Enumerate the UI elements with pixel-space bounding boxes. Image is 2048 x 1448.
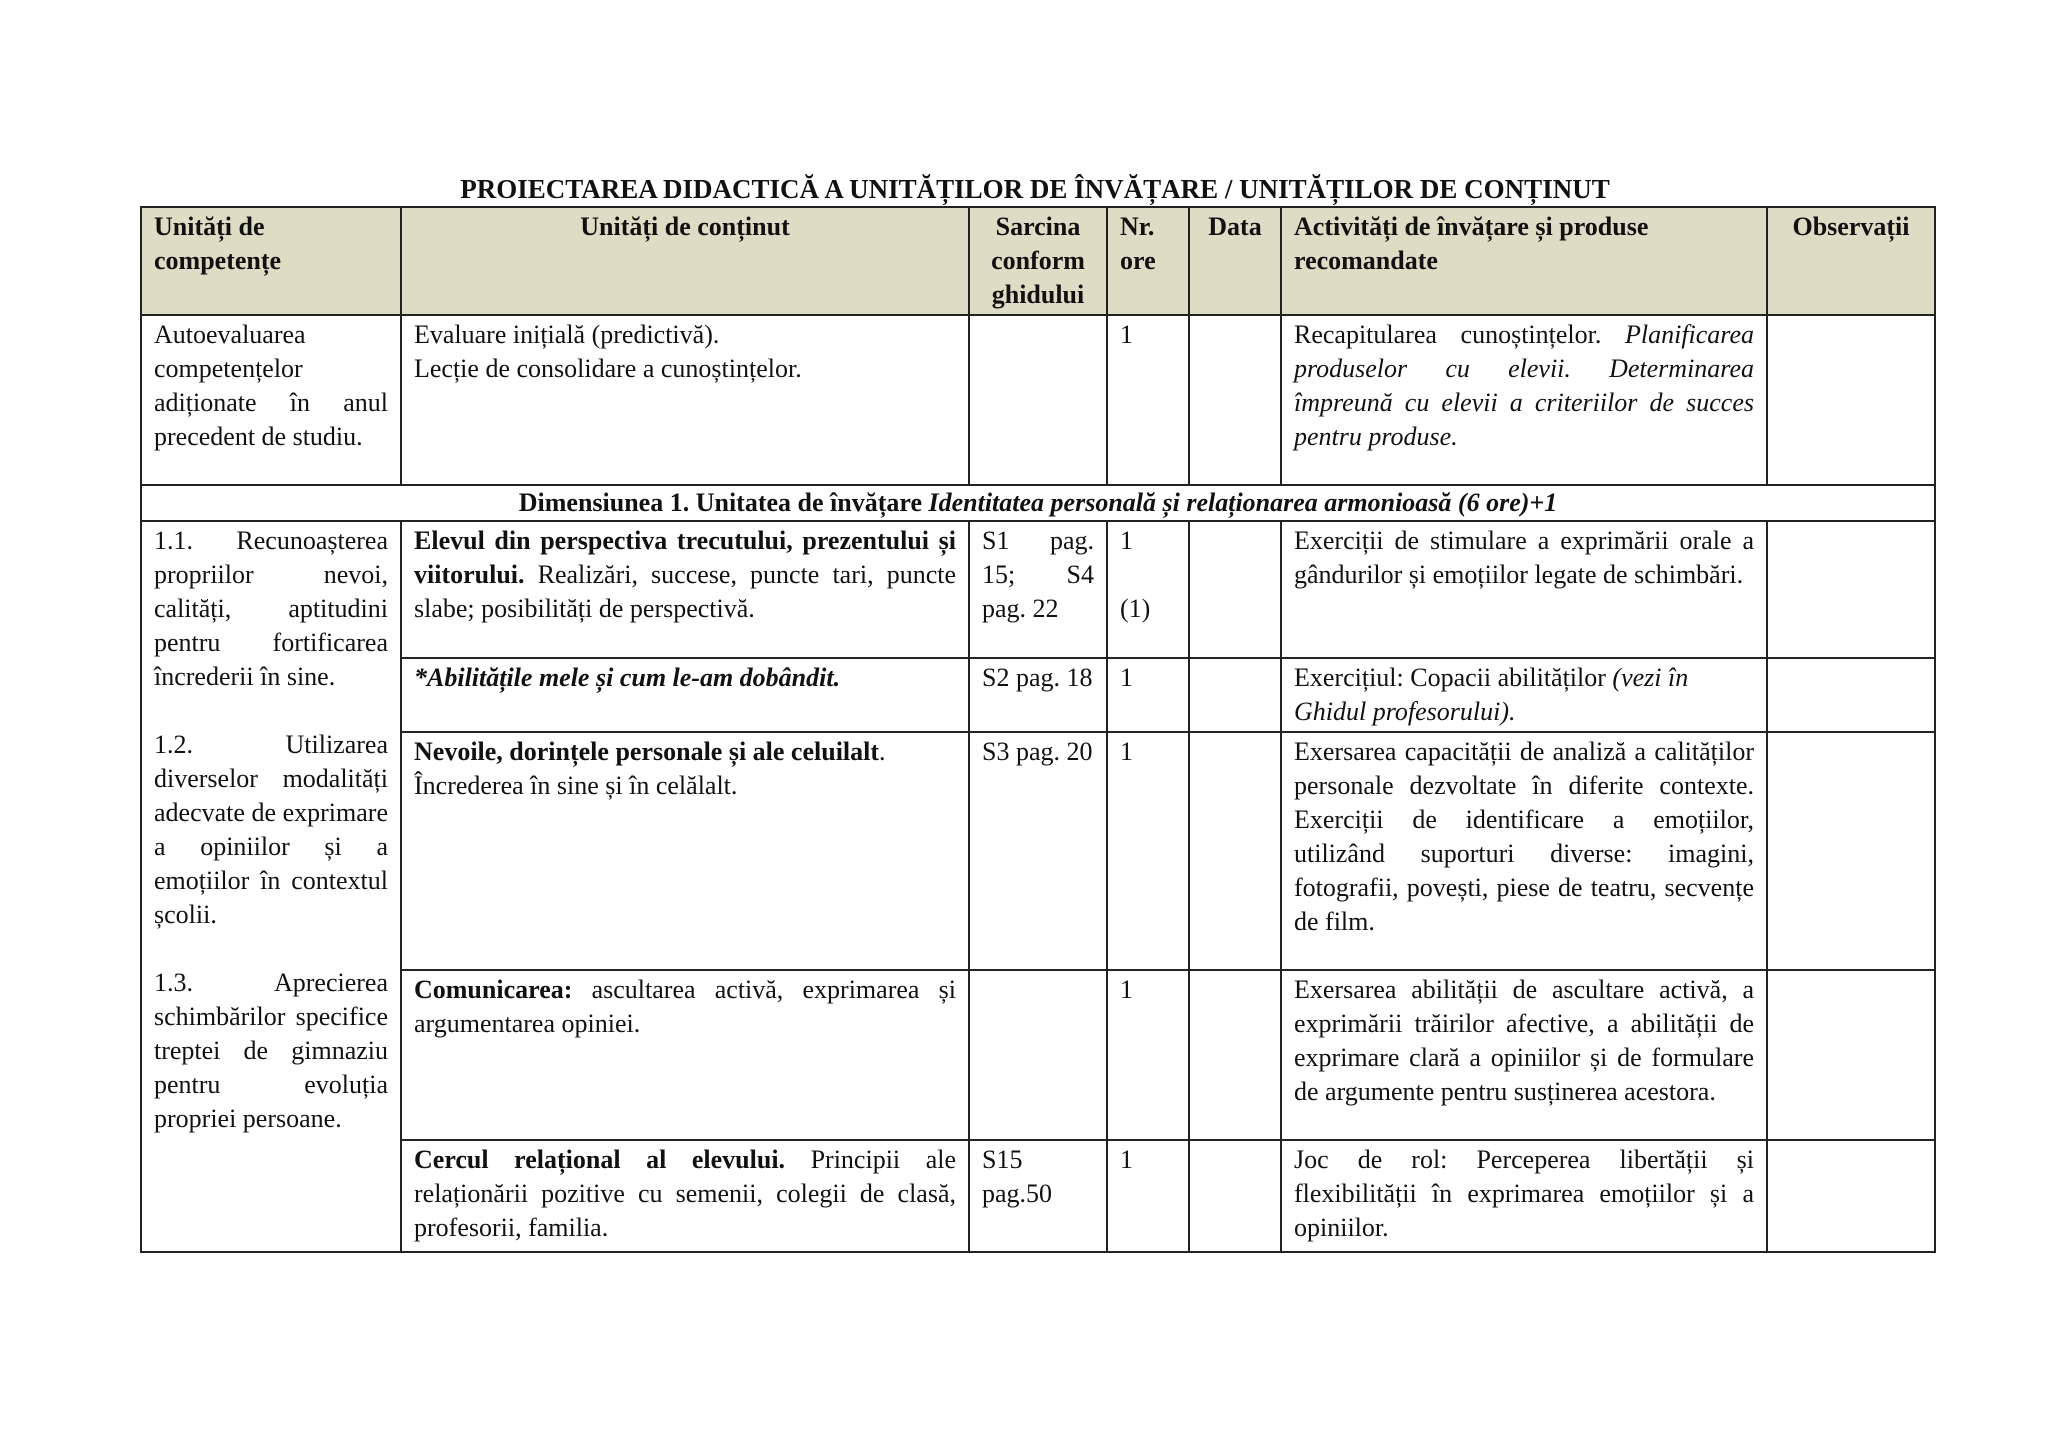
activitati-italic-text: Planificarea produselor cu elevii. Determinarea împreună cu elevii a criteriilor de succes pentru produse.: [1294, 320, 1754, 451]
nr-ore-value: 1: [1120, 526, 1133, 555]
continut-bold-text: Elevul din perspectiva trecutului, prezentului și viitorului.: [414, 526, 956, 589]
cell-sarcina: S2 pag. 18: [969, 658, 1107, 732]
continut-bold-text: Cercul relațional al elevului.: [414, 1145, 786, 1174]
cell-activitati-intro: [1281, 315, 1767, 485]
table-header-row: [141, 207, 1935, 315]
cell-data: [1189, 521, 1281, 658]
header-continut: Unități de conținut: [401, 207, 969, 315]
spacer: [154, 694, 388, 728]
continut-line: Evaluare inițială (predictivă).: [414, 320, 720, 349]
cell-observatii: [1767, 521, 1935, 658]
dimension-label: Dimensiunea 1. Unitatea de învățare: [518, 488, 929, 517]
continut-line: Lecție de consolidare a cunoștințelor.: [414, 354, 802, 383]
dimension-heading: [141, 485, 1935, 521]
header-observatii: Observații: [1767, 207, 1935, 315]
cell-nr-ore-intro: 1: [1107, 315, 1189, 485]
cell-nr-ore: [1107, 521, 1189, 658]
spacer: [154, 932, 388, 966]
continut-text: Principii ale relaționării pozitive cu semenii, colegii de clasă, profesorii, familia.: [414, 1145, 956, 1242]
table-row: [141, 521, 1935, 658]
table-row: [141, 732, 1935, 970]
cell-activitati: Exersarea capacității de analiză a calităților personale dezvoltate în diferite contexte. Exerciții de identificare a emoțiilor, utilizând suporturi diverse: imagini, fotografii, povești, piese de teatru, secvențe de film.: [1281, 732, 1767, 970]
cell-observatii: [1767, 658, 1935, 732]
cell-continut: [401, 658, 969, 732]
cell-data: [1189, 1140, 1281, 1252]
cell-continut: [401, 1140, 969, 1252]
continut-text: . Încrederea în sine și în celălalt.: [414, 737, 886, 800]
continut-text: Realizări, succese, puncte tari, puncte slabe; posibilități de perspectivă.: [414, 560, 956, 623]
cell-activitati: Exerciții de stimulare a exprimării orale a gândurilor și emoțiilor legate de schimbări.: [1281, 521, 1767, 658]
cell-observatii-intro: [1767, 315, 1935, 485]
cell-data-intro: [1189, 315, 1281, 485]
cell-sarcina: S1 pag. 15; S4 pag. 22: [969, 521, 1107, 658]
cell-activitati: [1281, 658, 1767, 732]
cell-competences-group: [141, 521, 401, 1252]
header-competente: Unități de competențe: [141, 207, 401, 315]
page-title: PROIECTAREA DIDACTICĂ A UNITĂȚILOR DE ÎNVĂȚARE / UNITĂȚILOR DE CONȚINUT: [460, 174, 1610, 204]
cell-sarcina: S3 pag. 20: [969, 732, 1107, 970]
header-activitati: Activități de învățare și produse recomandate: [1281, 207, 1767, 315]
dimension-row: [141, 485, 1935, 521]
cell-nr-ore: 1: [1107, 732, 1189, 970]
cell-sarcina: S15 pag.50: [969, 1140, 1107, 1252]
competence-1-1: 1.1. Recunoașterea propriilor nevoi, calități, aptitudini pentru fortificarea încrederii în sine.: [154, 526, 388, 691]
dimension-name: Identitatea personală și relaționarea armonioasă (6 ore)+1: [928, 488, 1558, 517]
competence-1-3: 1.3. Aprecierea schimbărilor specifice treptei de gimnaziu pentru evoluția propriei persoane.: [154, 968, 388, 1133]
cell-nr-ore: 1: [1107, 658, 1189, 732]
cell-sarcina: [969, 970, 1107, 1140]
table-row: [141, 658, 1935, 732]
table-row: [141, 970, 1935, 1140]
cell-activitati: Joc de rol: Perceperea libertății și flexibilității în exprimarea emoțiilor și a opiniilor.: [1281, 1140, 1767, 1252]
spacer: [1120, 558, 1176, 592]
cell-observatii: [1767, 1140, 1935, 1252]
header-sarcina: Sarcina conform ghidului: [969, 207, 1107, 315]
cell-activitati: Exersarea abilității de ascultare activă, a exprimării trăirilor afective, a abilității de exprimare clară a opiniilor și de formulare de argumente pentru susținerea acestora.: [1281, 970, 1767, 1140]
cell-competente-intro: Autoevaluarea competențelor adiționate în anul precedent de studiu.: [141, 315, 401, 485]
cell-data: [1189, 658, 1281, 732]
cell-data: [1189, 732, 1281, 970]
continut-bold-text: Comunicarea:: [414, 975, 573, 1004]
cell-continut: [401, 521, 969, 658]
competence-1-2: 1.2. Utilizarea diverselor modalități adecvate de exprimare a opiniilor și a emoțiilor în contextul școlii.: [154, 730, 388, 929]
cell-continut: [401, 970, 969, 1140]
table-row: [141, 1140, 1935, 1252]
activitati-text: Exercițiul: Copacii abilităților: [1294, 663, 1613, 692]
cell-observatii: [1767, 970, 1935, 1140]
cell-observatii: [1767, 732, 1935, 970]
header-nr-ore: Nr. ore: [1107, 207, 1189, 315]
cell-continut-intro: [401, 315, 969, 485]
activitati-italic-text: (vezi în Ghidul profesorului).: [1294, 663, 1689, 726]
cell-continut: [401, 732, 969, 970]
planning-table: [140, 206, 1936, 1253]
cell-nr-ore: 1: [1107, 970, 1189, 1140]
activitati-text: Recapitularea cunoștințelor.: [1294, 320, 1602, 349]
continut-bold-text: Nevoile, dorințele personale și ale celuilalt: [414, 737, 880, 766]
continut-bold-italic-text: *Abilitățile mele și cum le-am dobândit.: [414, 663, 841, 692]
table-row-intro: [141, 315, 1935, 485]
cell-data: [1189, 970, 1281, 1140]
cell-nr-ore: 1: [1107, 1140, 1189, 1252]
cell-sarcina-intro: [969, 315, 1107, 485]
continut-text: ascultarea activă, exprimarea și argumentarea opiniei.: [414, 975, 956, 1038]
nr-ore-value-extra: (1): [1120, 594, 1151, 623]
header-data: Data: [1189, 207, 1281, 315]
